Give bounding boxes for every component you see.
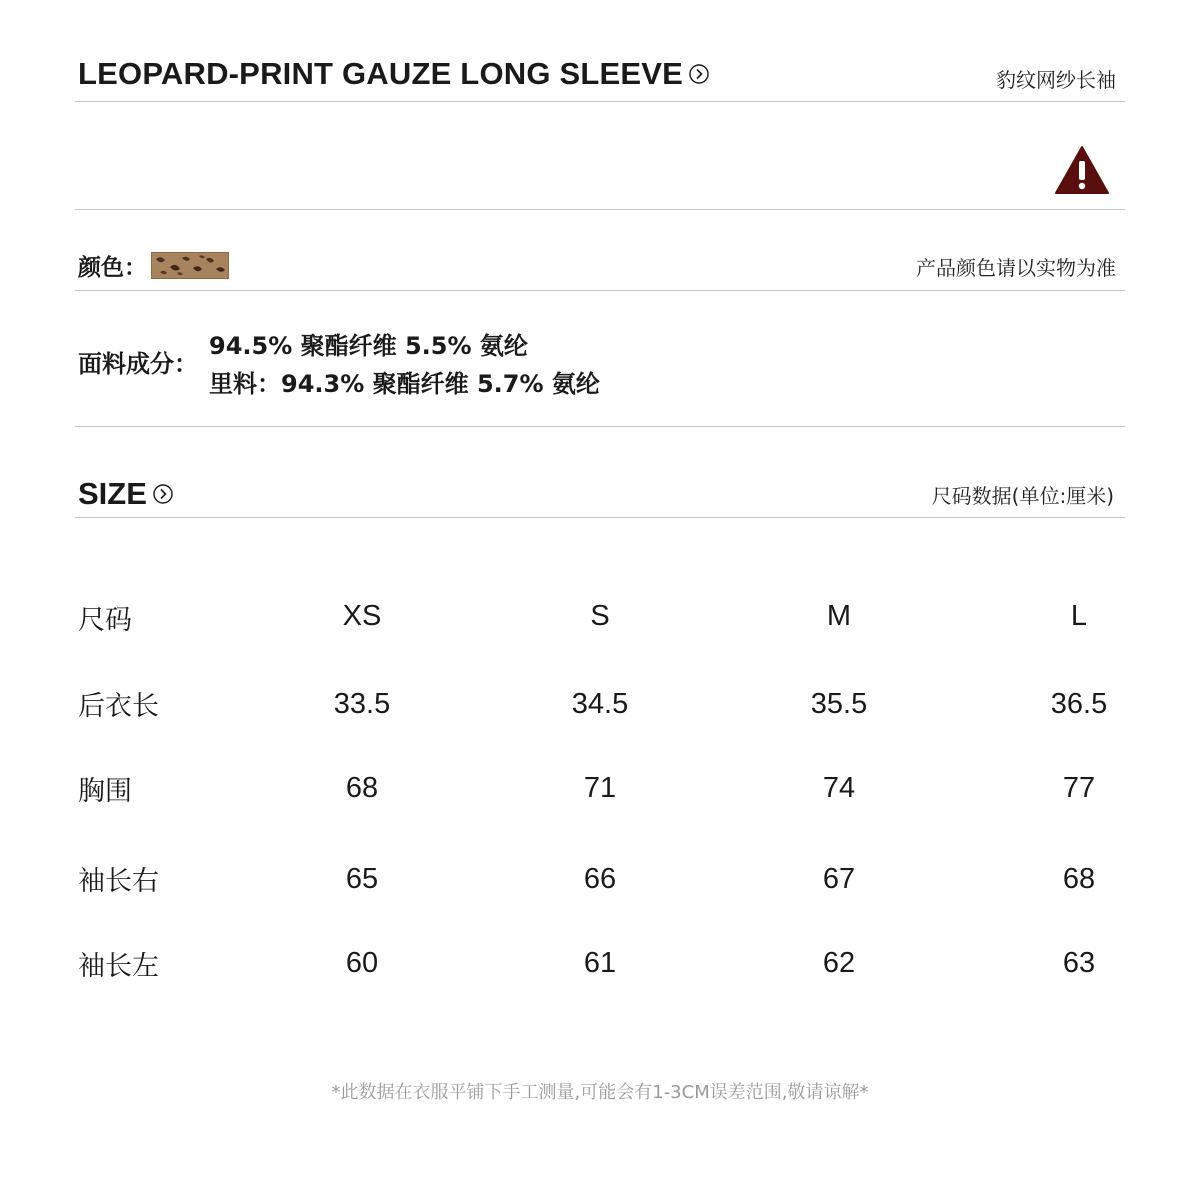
row-label-sleeve-left: 袖长左: [78, 951, 159, 982]
row-label-sleeve-right: 袖长右: [78, 866, 159, 897]
chevron-right-circle-icon[interactable]: [689, 64, 709, 84]
divider: [75, 517, 1125, 518]
row-label-chest: 胸围: [78, 776, 132, 807]
size-title-text: SIZE: [78, 476, 147, 511]
product-title-cn: 豹纹网纱长袖: [996, 68, 1116, 92]
divider: [75, 290, 1125, 291]
size-header-l: L: [1070, 600, 1088, 632]
size-header-xs: XS: [342, 600, 382, 632]
table-cell: 68: [345, 772, 379, 804]
table-cell: 60: [345, 947, 379, 979]
fabric-shell-composition: 94.5% 聚酯纤维 5.5% 氨纶: [209, 332, 528, 360]
size-title: [78, 476, 173, 512]
table-cell: 62: [822, 947, 856, 979]
fabric-label: 面料成分：: [78, 350, 198, 378]
table-cell: 67: [822, 863, 856, 895]
leopard-swatch[interactable]: [151, 252, 229, 279]
chevron-right-circle-icon[interactable]: [153, 484, 173, 504]
size-unit-note: 尺码数据(单位:厘米): [931, 484, 1114, 508]
color-note: 产品颜色请以实物为准: [916, 256, 1116, 280]
divider: [75, 209, 1125, 210]
table-cell: 61: [583, 947, 617, 979]
table-cell: 36.5: [1050, 688, 1108, 720]
product-title-text: LEOPARD-PRINT GAUZE LONG SLEEVE: [78, 56, 683, 91]
table-cell: 63: [1062, 947, 1096, 979]
table-cell: 68: [1062, 863, 1096, 895]
measurement-disclaimer: *此数据在衣服平铺下手工测量,可能会有1-3CM误差范围,敬请谅解*: [331, 1082, 869, 1103]
product-title: [78, 56, 709, 92]
table-cell: 66: [583, 863, 617, 895]
table-cell: 71: [583, 772, 617, 804]
size-header-m: M: [826, 600, 852, 632]
table-cell: 74: [822, 772, 856, 804]
divider: [75, 101, 1125, 102]
fabric-lining-composition: 里料：94.3% 聚酯纤维 5.7% 氨纶: [209, 370, 600, 398]
warning-triangle-icon: [1054, 145, 1110, 195]
table-cell: 33.5: [333, 688, 391, 720]
color-label: 颜色：: [78, 255, 147, 281]
size-header-label: 尺码: [78, 605, 132, 636]
table-cell: 77: [1062, 772, 1096, 804]
size-header-s: S: [590, 600, 610, 632]
row-label-back-length: 后衣长: [78, 691, 159, 722]
divider: [75, 426, 1125, 427]
table-cell: 35.5: [810, 688, 868, 720]
table-cell: 34.5: [571, 688, 629, 720]
table-cell: 65: [345, 863, 379, 895]
